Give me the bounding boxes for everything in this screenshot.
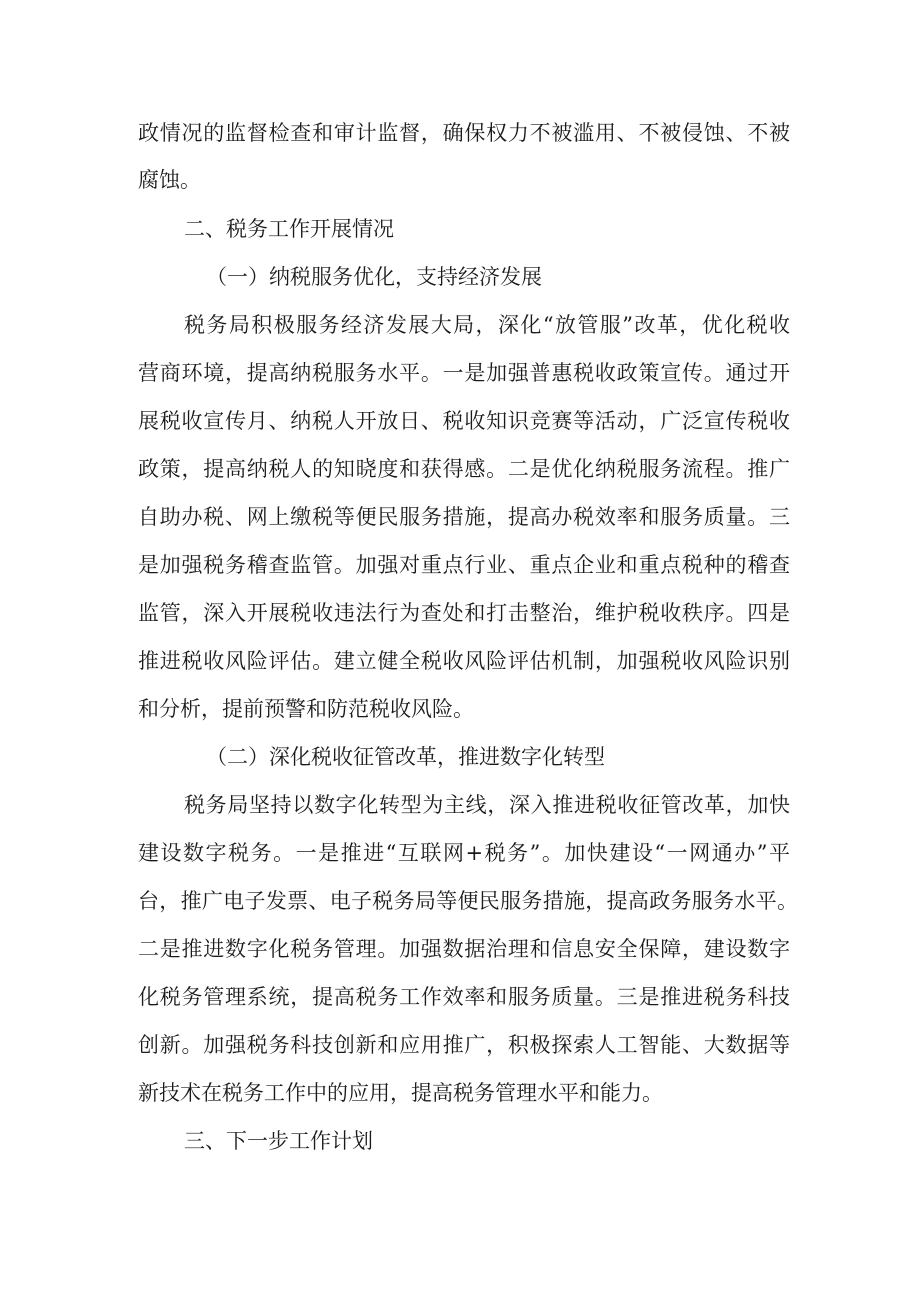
paragraph-2-line-3: 台，推广电子发票、电子税务局等便民服务措施，提高政务服务水平。 <box>138 889 798 913</box>
paragraph-1-line-3: 展税收宣传月、纳税人开放日、税收知识竞赛等活动，广泛宣传税收 <box>138 409 790 433</box>
section-heading-2: 二、税务工作开展情况 <box>184 217 394 241</box>
intro-line-1: 政情况的监督检查和审计监督，确保权力不被滥用、不被侵蚀、不被 <box>138 121 790 145</box>
paragraph-1-line-8: 推进税收风险评估。建立健全税收风险评估机制，加强税收风险识别 <box>138 649 790 673</box>
paragraph-1-line-4: 政策，提高纳税人的知晓度和获得感。二是优化纳税服务流程。推广 <box>138 457 790 481</box>
paragraph-1-line-2: 营商环境，提高纳税服务水平。一是加强普惠税收政策宣传。通过开 <box>138 361 790 385</box>
paragraph-1-line-7: 监管，深入开展税收违法行为查处和打击整治，维护税收秩序。四是 <box>138 601 790 625</box>
subsection-heading-1: （一）纳税服务优化，支持经济发展 <box>206 265 542 289</box>
paragraph-1-line-5: 自助办税、网上缴税等便民服务措施，提高办税效率和服务质量。三 <box>138 505 790 529</box>
section-heading-3: 三、下一步工作计划 <box>184 1129 373 1153</box>
paragraph-1-line-6: 是加强税务稽查监管。加强对重点行业、重点企业和重点税种的稽查 <box>138 553 790 577</box>
paragraph-1-line-1: 税务局积极服务经济发展大局，深化“放管服”改革，优化税收 <box>184 313 790 337</box>
intro-line-2: 腐蚀。 <box>138 168 201 192</box>
paragraph-2-line-7: 新技术在税务工作中的应用，提高税务管理水平和能力。 <box>138 1081 663 1105</box>
paragraph-1-line-9: 和分析，提前预警和防范税收风险。 <box>138 697 474 721</box>
paragraph-2-line-5: 化税务管理系统，提高税务工作效率和服务质量。三是推进税务科技 <box>138 985 790 1009</box>
paragraph-2-line-2: 建设数字税务。一是推进“互联网+税务”。加快建设“一网通办”平 <box>138 841 790 865</box>
paragraph-2-line-4: 二是推进数字化税务管理。加强数据治理和信息安全保障，建设数字 <box>138 937 790 961</box>
paragraph-2-line-6: 创新。加强税务科技创新和应用推广，积极探索人工智能、大数据等 <box>138 1033 790 1057</box>
subsection-heading-2: （二）深化税收征管改革，推进数字化转型 <box>206 745 605 769</box>
paragraph-2-line-1: 税务局坚持以数字化转型为主线，深入推进税收征管改革，加快 <box>184 793 790 817</box>
